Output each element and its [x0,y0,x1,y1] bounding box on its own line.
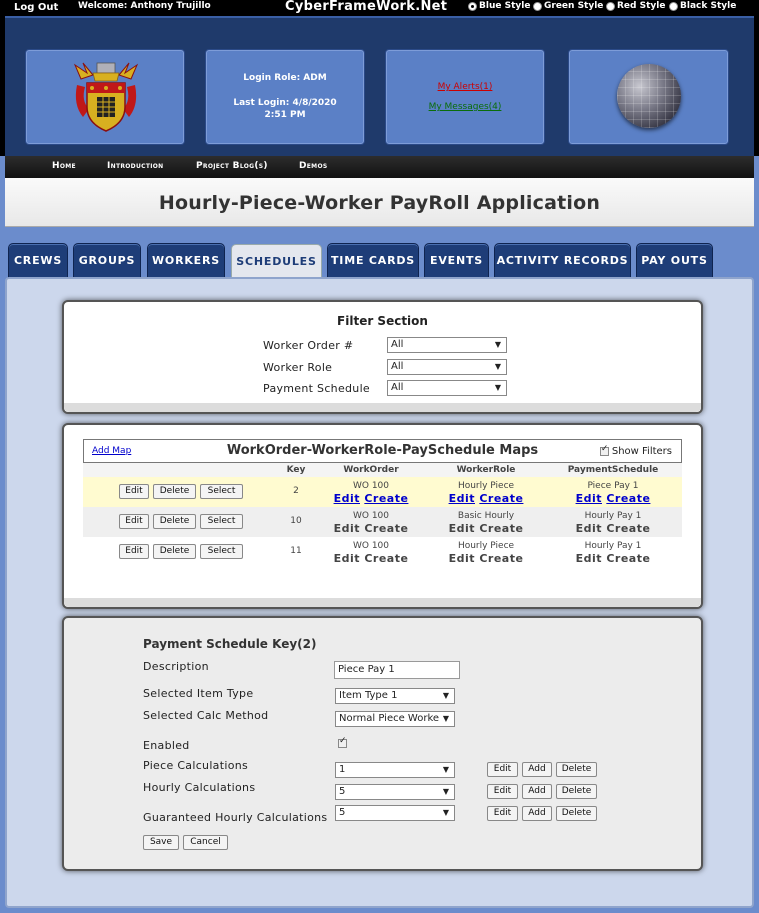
alerts-card [385,49,545,145]
title-bar [5,178,754,227]
radio-icon[interactable] [606,2,615,11]
page-title: Hourly-Piece-Worker PayRoll Application [158,192,601,214]
worker-role-value: All [391,361,404,372]
edit-link[interactable]: Edit [575,522,602,535]
payment-schedule-select[interactable] [387,380,507,396]
nav-home[interactable]: Home [52,161,76,171]
tab-bar [0,243,759,278]
dropdown-arrow-icon: ▼ [494,340,501,349]
cancel-button[interactable]: Cancel [183,835,228,850]
my-alerts-link[interactable]: My Alerts(1) [437,82,493,92]
form-title: Payment Schedule Key(2) [143,637,317,651]
globe-card [568,49,729,145]
create-link[interactable]: Create [364,492,409,505]
row-payment [565,511,661,535]
dropdown-arrow-icon: ▼ [494,362,501,371]
style-option-green[interactable] [533,1,603,11]
enabled-checkbox[interactable] [338,739,347,748]
dropdown-arrow-icon: ▼ [442,765,449,774]
tab-groups[interactable]: GROUPS [73,243,141,278]
item-type-select[interactable] [335,688,455,704]
save-button[interactable]: Save [143,835,179,850]
row-workerrole [438,481,534,505]
row-delete-button[interactable]: Delete [153,544,196,559]
workorder-links [323,492,419,505]
dropdown-arrow-icon: ▼ [441,712,449,726]
col-workorder: WorkOrder [343,465,399,475]
tab-crews[interactable]: CREWS [8,243,68,278]
edit-link[interactable]: Edit [333,492,360,505]
row-workerrole [438,541,534,565]
row-select-button[interactable]: Select [200,514,243,529]
table-row[interactable] [83,537,682,567]
col-workerrole: WorkerRole [456,465,516,475]
globe-icon [617,64,681,128]
piece-add-button[interactable]: Add [522,762,552,777]
row-workerrole [438,511,534,535]
create-link[interactable]: Create [479,492,524,505]
table-row[interactable] [83,477,682,507]
payment-schedule-key-form [62,616,703,871]
filter-label-work-order: Worker Order # [263,339,354,352]
site-title: CyberFrameWork.Net [285,0,448,14]
tab-activity-records[interactable]: ACTIVITY RECORDS [494,243,631,278]
filter-label-payment-schedule: Payment Schedule [263,382,371,395]
row-edit-button[interactable]: Edit [119,484,149,499]
edit-link[interactable]: Edit [333,522,360,535]
last-login-time: 2:51 PM [264,110,306,120]
last-login-date: Last Login: 4/8/2020 [233,98,337,108]
style-option-black[interactable] [669,1,736,11]
guaranteed-delete-button[interactable]: Delete [556,806,597,821]
workorder-value: WO 100 [352,481,390,491]
hourly-calculations-select[interactable] [335,784,455,800]
workorder-value: WO 100 [352,511,390,521]
work-order-select[interactable] [387,337,507,353]
edit-link[interactable]: Edit [448,522,475,535]
top-bar [0,0,759,16]
style-option-label: Green Style [544,1,604,11]
workerrole-value: Hourly Piece [457,541,515,551]
edit-link[interactable]: Edit [448,552,475,565]
description-label: Description [143,660,209,673]
row-edit-button[interactable]: Edit [119,544,149,559]
guaranteed-add-button[interactable]: Add [522,806,552,821]
maps-section [62,423,703,609]
row-select-button[interactable]: Select [200,484,243,499]
style-option-red[interactable] [606,1,665,11]
payment-value: Hourly Pay 1 [584,541,642,551]
row-delete-button[interactable]: Delete [153,484,196,499]
enabled-label: Enabled [143,739,190,752]
nav-project-blogs[interactable]: Project Blog(s) [196,161,268,171]
row-payment [565,541,661,565]
hourly-edit-button[interactable]: Edit [487,784,518,799]
maps-header [83,439,682,463]
col-key: Key [286,465,306,475]
radio-icon[interactable] [669,2,678,11]
edit-link[interactable]: Edit [448,492,475,505]
create-link[interactable]: Create [364,522,409,535]
panel-footer [64,598,701,607]
item-type-value: Item Type 1 [339,690,398,701]
workerrole-value: Hourly Piece [457,481,515,491]
radio-icon[interactable] [468,2,477,11]
create-link[interactable]: Create [479,552,524,565]
tab-pay-outs[interactable]: PAY OUTS [636,243,713,278]
panel-footer [64,403,701,412]
workerrole-links [438,552,534,565]
tab-events[interactable]: EVENTS [424,243,489,278]
login-info-card [205,49,365,145]
calc-method-select[interactable] [335,711,455,727]
payment-value: Piece Pay 1 [587,481,639,491]
workerrole-links [438,492,534,505]
workorder-value: WO 100 [352,541,390,551]
tab-time-cards[interactable]: TIME CARDS [327,243,419,278]
hourly-calculations-label: Hourly Calculations [143,781,256,794]
tab-workers[interactable]: WORKERS [147,243,225,278]
edit-link[interactable]: Edit [333,552,360,565]
header-panel [5,16,754,156]
radio-icon[interactable] [533,2,542,11]
piece-calculations-select[interactable] [335,762,455,778]
create-link[interactable]: Create [606,552,651,565]
guaranteed-hourly-value: 5 [339,807,346,818]
create-link[interactable]: Create [364,552,409,565]
main-nav [5,156,754,178]
payment-links [565,492,661,505]
workorder-links [323,552,419,565]
item-type-label: Selected Item Type [143,687,254,700]
content-area [5,277,754,908]
add-map-link[interactable]: Add Map [92,446,132,456]
payment-links [565,522,661,535]
row-workorder [323,481,419,505]
hourly-add-button[interactable]: Add [522,784,552,799]
row-workorder [323,511,419,535]
worker-role-select[interactable] [387,359,507,375]
style-option-label: Red Style [617,1,666,11]
row-key: 2 [293,486,299,496]
nav-introduction[interactable]: Introduction [107,161,164,171]
create-link[interactable]: Create [606,492,651,505]
dropdown-arrow-icon: ▼ [494,383,501,392]
row-delete-button[interactable]: Delete [153,514,196,529]
hourly-calculations-value: 5 [339,786,346,797]
row-workorder [323,541,419,565]
my-messages-link[interactable]: My Messages(4) [428,102,502,112]
piece-calculations-value: 1 [339,764,346,775]
row-select-button[interactable]: Select [200,544,243,559]
row-payment [565,481,661,505]
description-input[interactable]: Piece Pay 1 [334,661,460,679]
row-key: 10 [290,516,302,526]
dropdown-arrow-icon: ▼ [442,808,449,817]
dropdown-arrow-icon: ▼ [442,787,449,796]
work-order-value: All [391,339,404,350]
guaranteed-hourly-select[interactable] [335,805,455,821]
calc-method-value: Normal Piece Worke [339,713,440,724]
checkbox-icon[interactable] [600,447,609,456]
welcome-text: Welcome: Anthony Trujillo [78,1,211,11]
filter-section [62,300,703,414]
style-option-label: Blue Style [479,1,531,11]
nav-demos[interactable]: Demos [299,161,328,171]
workorder-links [323,522,419,535]
piece-delete-button[interactable]: Delete [556,762,597,777]
col-paymentschedule: PaymentSchedule [567,465,659,475]
dropdown-arrow-icon: ▼ [442,691,449,700]
logout-link[interactable]: Log Out [14,2,59,13]
coat-of-arms-icon [73,61,139,134]
show-filters-label: Show Filters [611,446,672,457]
table-row[interactable] [83,507,682,537]
logo-card [25,49,185,145]
hourly-delete-button[interactable]: Delete [556,784,597,799]
login-role: Login Role: ADM [243,73,327,83]
filter-label-worker-role: Worker Role [263,361,333,374]
payment-links [565,552,661,565]
style-option-blue[interactable] [468,1,530,11]
calc-method-label: Selected Calc Method [143,709,269,722]
row-key: 11 [290,546,302,556]
maps-title: WorkOrder-WorkerRole-PaySchedule Maps [226,443,539,458]
guaranteed-edit-button[interactable]: Edit [487,806,518,821]
tab-schedules[interactable]: SCHEDULES [231,244,322,279]
show-filters-toggle[interactable] [600,446,672,457]
create-link[interactable]: Create [606,522,651,535]
create-link[interactable]: Create [479,522,524,535]
payment-schedule-value: All [391,382,404,393]
edit-link[interactable]: Edit [575,492,602,505]
guaranteed-hourly-label: Guaranteed Hourly Calculations [143,811,328,824]
style-option-label: Black Style [680,1,737,11]
piece-edit-button[interactable]: Edit [487,762,518,777]
workerrole-links [438,522,534,535]
piece-calculations-label: Piece Calculations [143,759,249,772]
last-login [206,97,364,121]
payment-value: Hourly Pay 1 [584,511,642,521]
maps-table [83,439,682,570]
edit-link[interactable]: Edit [575,552,602,565]
filter-title: Filter Section [337,314,428,328]
row-edit-button[interactable]: Edit [119,514,149,529]
workerrole-value: Basic Hourly [457,511,515,521]
